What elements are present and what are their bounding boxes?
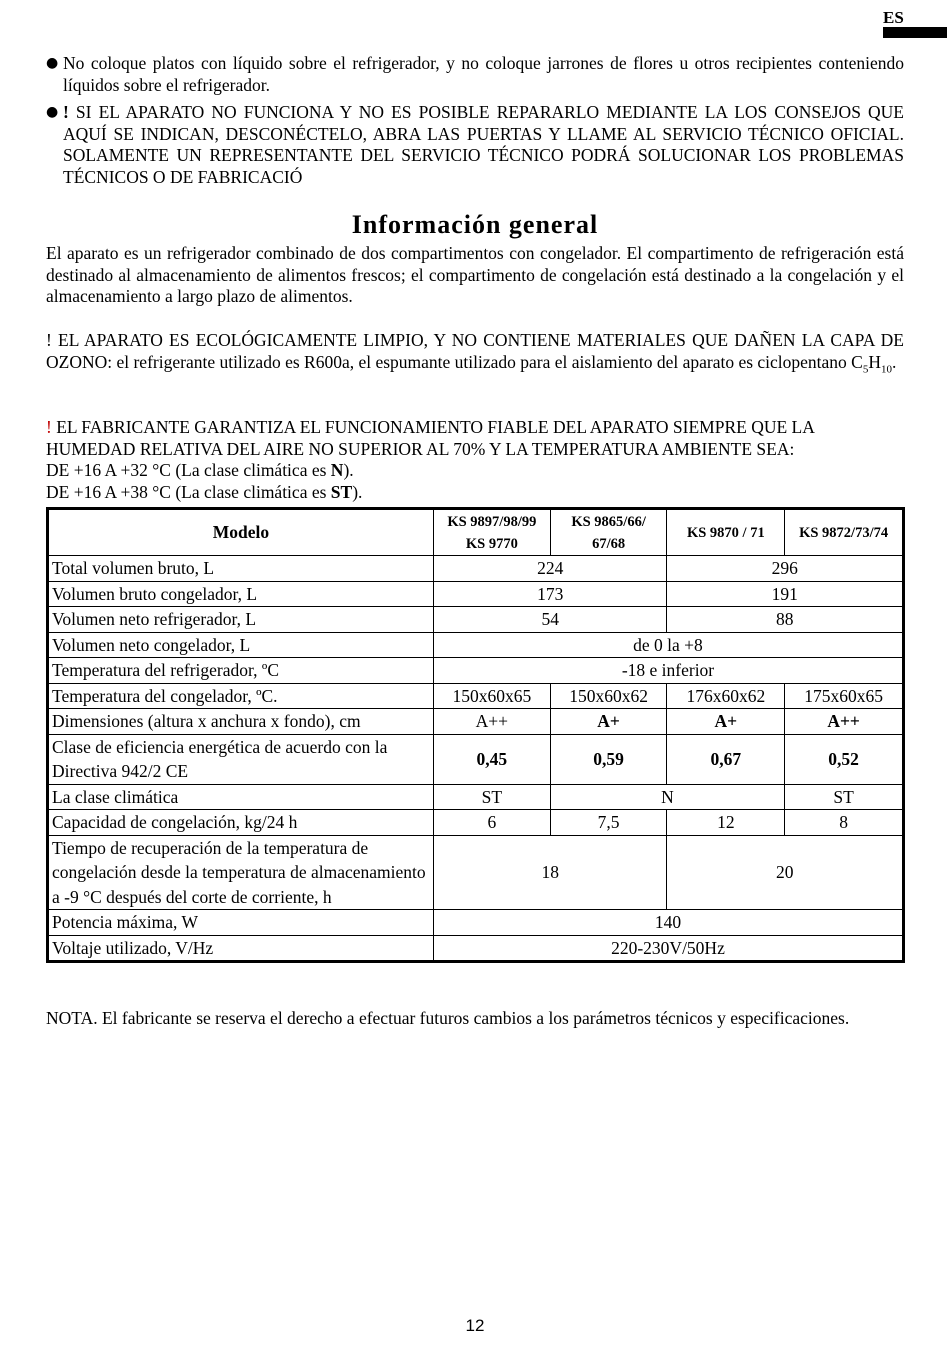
- table-cell: -18 e inferior: [433, 658, 903, 684]
- bullet-item: [46, 53, 904, 96]
- table-row: [48, 935, 904, 962]
- table-cell: 0,45: [433, 734, 550, 784]
- table-row: [48, 835, 904, 910]
- page-number: 12: [465, 1316, 485, 1335]
- spec-table: [46, 507, 905, 963]
- table-cell: 88: [667, 607, 904, 633]
- table-cell: 0,59: [550, 734, 667, 784]
- climate-line-text: DE +16 A +32 °C (La clase climática es: [46, 460, 331, 480]
- table-cell: de 0 la +8: [433, 632, 903, 658]
- table-cell: 176x60x62: [667, 683, 785, 709]
- language-tag: ES: [883, 8, 904, 27]
- formula-subscript: 5: [862, 363, 869, 375]
- model-line: KS 9770: [465, 535, 518, 552]
- row-label: Temperatura del refrigerador, ºC: [48, 658, 434, 684]
- bullet-dot-icon: ●: [46, 55, 59, 71]
- row-label: Temperatura del congelador, ºC.: [48, 683, 434, 709]
- table-cell: 140: [433, 910, 903, 936]
- table-cell: A++: [433, 709, 550, 735]
- climate-line-st: [46, 482, 904, 504]
- eco-notice-text: ! EL APARATO ES ECOLÓGICAMENTE LIMPIO, Y NO CONTIENE MATERIALES QUE DAÑEN LA CAPA DE OZONO: el refrigerante utilizado es R600a, el espumante utilizado para el aislamiento del aparato es ciclopentano C: [46, 330, 904, 372]
- climate-class: N: [330, 460, 344, 480]
- bullet-warning-text: SI EL APARATO NO FUNCIONA Y NO ES POSIBLE REPARARLO MEDIANTE LA LOS CONSEJOS QUE AQUÍ SE INDICAN, DESCONÉCTELO, ABRA LAS PUERTAS Y LLAME AL SERVICIO TÉCNICO OFICIAL. SOLAMENTE UN REPRESENTANTE DEL SERVICIO TÉCNICO PODRÁ SOLUCIONAR LOS PROBLEMAS TÉCNICOS O DE FABRICACIÓ: [63, 102, 904, 187]
- warranty-notice: [46, 417, 904, 503]
- table-row: [48, 632, 904, 658]
- table-cell: 54: [433, 607, 667, 633]
- warranty-text: [46, 417, 904, 460]
- general-info-paragraph: El aparato es un refrigerador combinado de dos compartimentos con congelador. El compartimento de refrigeración está destinado al almacenamiento de alimentos frescos; el compartimento de congelación está destinado a la congelación y el almacenamiento a largo plazo de alimentos.: [46, 243, 904, 306]
- row-label: Total volumen bruto, L: [48, 556, 434, 582]
- warranty-mark: !: [46, 417, 52, 437]
- table-cell: 6: [433, 810, 550, 836]
- table-cell: 0,67: [667, 734, 785, 784]
- table-cell: 150x60x65: [433, 683, 550, 709]
- table-row: [48, 910, 904, 936]
- table-cell: 220-230V/50Hz: [433, 935, 903, 962]
- table-cell: 8: [785, 810, 904, 836]
- table-row: [48, 607, 904, 633]
- row-label: La clase climática: [48, 784, 434, 810]
- table-row: [48, 734, 904, 784]
- climate-line-text: DE +16 A +38 °C (La clase climática es: [46, 481, 331, 502]
- bullet-dot-icon: ●: [46, 104, 59, 120]
- bullet-text: [63, 102, 904, 188]
- model-line: 67/68: [592, 535, 626, 552]
- row-label: Clase de eficiencia energética de acuerdo con la Directiva 942/2 CE: [48, 734, 434, 784]
- row-label: Volumen bruto congelador, L: [48, 581, 434, 607]
- table-row: [48, 658, 904, 684]
- table-cell: A+: [667, 709, 785, 735]
- table-cell: ST: [433, 784, 550, 810]
- climate-line-end: ).: [343, 460, 354, 480]
- table-cell: 150x60x62: [550, 683, 667, 709]
- table-cell: A+: [550, 709, 667, 735]
- warranty-body: EL FABRICANTE GARANTIZA EL FUNCIONAMIENTO FIABLE DEL APARATO SIEMPRE QUE LA HUMEDAD RELATIVA DEL AIRE NO SUPERIOR AL 70% Y LA TEMPERATURA AMBIENTE SEA:: [46, 417, 814, 459]
- table-cell: N: [550, 784, 785, 810]
- table-cell: 173: [433, 581, 667, 607]
- model-line: KS 9865/66/: [571, 513, 646, 530]
- formula-end: .: [892, 351, 897, 372]
- eco-notice-paragraph: [46, 330, 904, 381]
- table-cell: 175x60x65: [785, 683, 904, 709]
- table-cell: ST: [785, 784, 904, 810]
- header-model: [550, 509, 667, 556]
- table-cell: A++: [785, 709, 904, 735]
- table-row: [48, 556, 904, 582]
- warning-mark: !: [63, 102, 69, 122]
- climate-line-end: ).: [352, 481, 363, 502]
- row-label: Volumen neto congelador, L: [48, 632, 434, 658]
- formula-element: H: [868, 351, 881, 372]
- table-cell: 20: [667, 835, 904, 910]
- table-row: [48, 581, 904, 607]
- header-model: KS 9870 / 71: [667, 509, 785, 556]
- row-label: Potencia máxima, W: [48, 910, 434, 936]
- bullet-text: No coloque platos con líquido sobre el refrigerador, y no coloque jarrones de flores u otros recipientes conteniendo líquidos sobre el refrigerador.: [63, 53, 904, 95]
- table-row: [48, 784, 904, 810]
- header-model: KS 9872/73/74: [785, 509, 904, 556]
- table-cell: 296: [667, 556, 904, 582]
- table-cell: 12: [667, 810, 785, 836]
- header-model-label: Modelo: [48, 509, 434, 556]
- section-title: Información general: [351, 210, 599, 239]
- table-cell: 191: [667, 581, 904, 607]
- header-model: [433, 509, 550, 556]
- table-row: [48, 709, 904, 735]
- language-bar: [883, 27, 947, 38]
- row-label: Voltaje utilizado, V/Hz: [48, 935, 434, 962]
- bullet-item: [46, 102, 904, 188]
- climate-class: ST: [330, 481, 353, 502]
- climate-line-n: [46, 460, 904, 482]
- table-cell: 18: [433, 835, 667, 910]
- row-label: Capacidad de congelación, kg/24 h: [48, 810, 434, 836]
- table-cell: 224: [433, 556, 667, 582]
- note-paragraph: NOTA. El fabricante se reserva el derecho a efectuar futuros cambios a los parámetros técnicos y especificaciones.: [46, 1008, 850, 1028]
- model-line: KS 9897/98/99: [447, 513, 537, 530]
- row-label: Tiempo de recuperación de la temperatura de congelación desde la temperatura de almacenamiento a -9 °C después del corte de corriente, h: [48, 835, 434, 910]
- table-cell: 7,5: [550, 810, 667, 836]
- formula-subscript: 10: [881, 363, 892, 375]
- table-header-row: [48, 509, 904, 556]
- row-label: Dimensiones (altura x anchura x fondo), cm: [48, 709, 434, 735]
- table-row: [48, 810, 904, 836]
- row-label: Volumen neto refrigerador, L: [48, 607, 434, 633]
- table-row: [48, 683, 904, 709]
- table-cell: 0,52: [785, 734, 904, 784]
